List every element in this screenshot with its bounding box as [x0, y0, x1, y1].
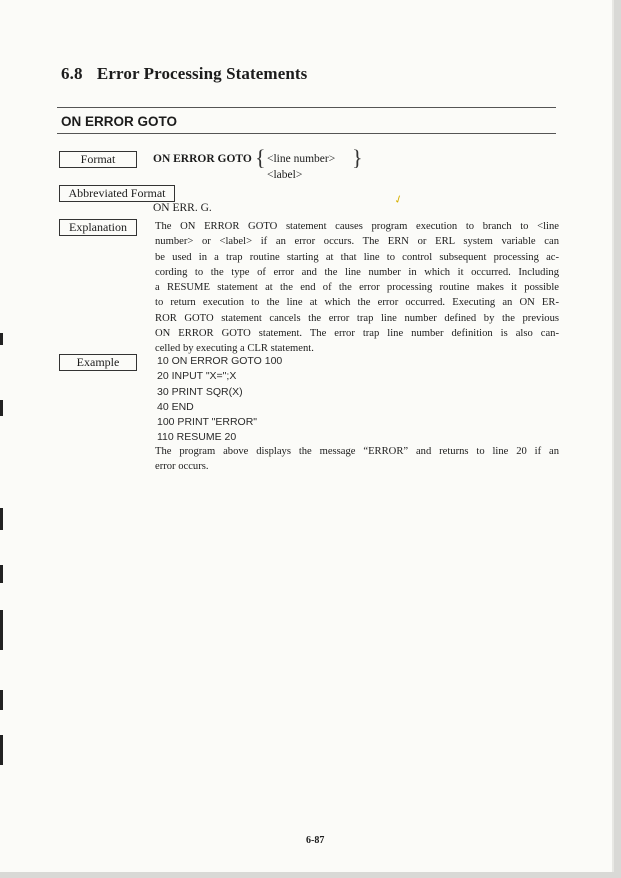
code-line: 30 PRINT SQR(X) — [157, 385, 243, 398]
explanation-line: celled by executing a CLR statement. — [155, 343, 314, 355]
explanation-line: to return execution to the line at which the error occurred. Executing an ON ER- — [155, 297, 559, 309]
code-line: 20 INPUT "X=";X — [157, 370, 237, 383]
format-option-line-number: <line number> — [267, 153, 336, 165]
format-option-label: <label> — [267, 169, 303, 181]
binding-mark — [0, 735, 3, 765]
binding-mark — [0, 400, 3, 416]
top-rule — [57, 107, 556, 108]
example-explanation-line: error occurs. — [155, 461, 209, 473]
pencil-mark: ✓ — [392, 192, 406, 208]
explanation-line: cording to the type of error and the line number in which it occurred. Including — [155, 266, 559, 278]
statement-title: ON ERROR GOTO — [61, 114, 178, 129]
explanation-line: The ON ERROR GOTO statement causes program execution to branch to <line — [155, 221, 559, 232]
page-number: 6-87 — [306, 835, 325, 846]
code-line: 10 ON ERROR GOTO 100 — [157, 355, 283, 367]
right-brace: } — [352, 145, 363, 170]
code-line: 110 RESUME 20 — [157, 431, 237, 444]
section-number: 6.8 — [61, 64, 83, 83]
explanation-line: number> or <label> if an error occurs. The ERN or ERL system variable can — [155, 236, 559, 248]
abbreviated-format-label: Abbreviated Format — [59, 185, 175, 202]
left-brace: { — [255, 145, 266, 170]
explanation-line: a RESUME statement at the end of the error processing routine makes it possible — [155, 282, 559, 294]
binding-mark — [0, 690, 3, 710]
explanation-text — [155, 219, 559, 357]
code-line: 40 END — [157, 400, 194, 413]
explanation-label: Explanation — [59, 219, 137, 236]
binding-mark — [0, 508, 3, 530]
format-label: Format — [59, 151, 137, 168]
example-label: Example — [59, 354, 137, 371]
example-explanation — [155, 444, 559, 475]
format-keyword: ON ERROR GOTO — [153, 153, 252, 165]
section-heading — [61, 64, 307, 84]
code-line: 100 PRINT "ERROR" — [157, 416, 258, 429]
example-explanation-line: The program above displays the message “ERROR” and returns to line 20 if an — [155, 446, 559, 457]
binding-mark — [0, 565, 3, 583]
explanation-line: be used in a trap routine starting at that line to control subsequent processing ac- — [155, 251, 559, 263]
example-code — [157, 354, 282, 446]
title-rule — [57, 133, 556, 134]
section-title: Error Processing Statements — [96, 64, 308, 83]
abbreviation-text: ON ERR. G. — [153, 202, 212, 214]
explanation-line: ON ERROR GOTO statement. The error trap line number definition is also can- — [155, 328, 559, 340]
explanation-line: ROR GOTO statement cancels the error trap line number defined by the previous — [155, 312, 559, 324]
binding-mark — [0, 610, 3, 650]
binding-mark — [0, 333, 3, 345]
